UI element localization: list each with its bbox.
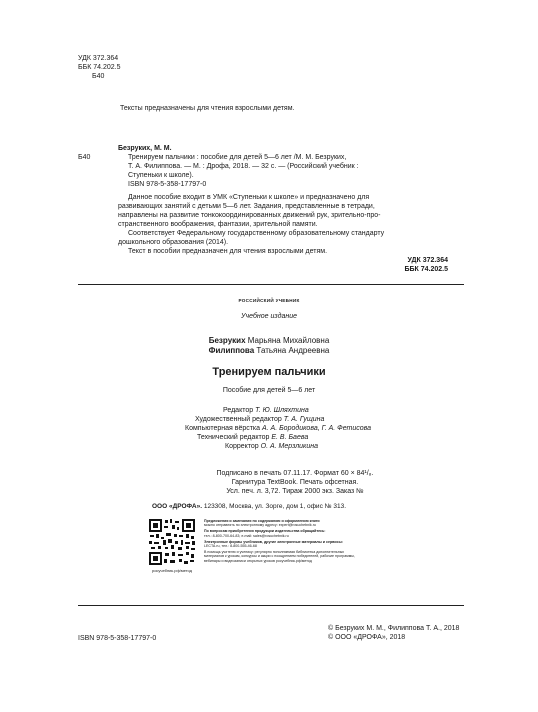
- contacts-line: материалов к урокам, конкурсы и акции с поощрением победителей, рабочие программы,: [204, 554, 355, 559]
- record-annotation: [78, 193, 448, 256]
- series-label: РОССИЙСКИЙ УЧЕБНИК: [238, 298, 300, 303]
- contacts-line: вебинары и видеозаписи открытых уроков росучебник.рф/метод: [204, 558, 312, 563]
- record-bbk: ББК 74.202.5: [404, 266, 448, 273]
- annotation-line: Данное пособие входит в УМК «Ступеньки к школе» и предназначено для: [128, 194, 370, 201]
- contacts-block: [204, 519, 454, 563]
- credit-line: [185, 433, 465, 442]
- edition-type: Учебное издание: [241, 313, 297, 320]
- author-given: Марьяна Михайловна: [245, 336, 330, 345]
- record-index-block: [370, 256, 448, 274]
- contacts-line: В помощь учителю и ученику: регулярно пополняемая библиотека дополнительных: [204, 550, 345, 555]
- catalog-block: [78, 54, 120, 81]
- credit-name: Е. В. Баева: [271, 434, 309, 441]
- author-given: Татьяна Андреевна: [254, 346, 330, 355]
- print-info-line: Гарнитура TextBook. Печать офсетная.: [231, 479, 359, 486]
- record-age-note: Текст в пособии предназначен для чтения взрослыми детям.: [128, 248, 328, 255]
- credit-name: О. А. Мерзликина: [260, 443, 318, 450]
- publisher-line: [152, 503, 452, 511]
- contacts-line: можно отправлять по электронному адресу: expert@rosuchebnik.ru: [204, 523, 316, 528]
- record-udk: УДК 372.364: [407, 257, 448, 264]
- record-title-line: Т. А. Филиппова. — М. : Дрофа, 2018. — 32 с. — (Российский учебник :: [128, 163, 359, 170]
- author-line: [0, 346, 538, 356]
- record-isbn: ISBN 978-5-358-17797-0: [128, 181, 207, 188]
- copyright-line: © Безруких М. М., Филиппова Т. А., 2018: [328, 625, 460, 632]
- copyright-block: [328, 624, 478, 642]
- contacts-line: Электронные формы учебников, другие электронные материалы и сервисы:: [204, 539, 343, 544]
- footer-isbn: ISBN 978-5-358-17797-0: [78, 635, 157, 642]
- credits-block: [185, 406, 465, 451]
- credit-line: [185, 406, 465, 415]
- record-title-line: Ступеньки к школе).: [128, 172, 194, 179]
- credit-line: [185, 442, 465, 451]
- author-surname: Безруких: [208, 336, 246, 345]
- book-subtitle: Пособие для детей 5—6 лет: [222, 387, 316, 394]
- authors-block: [0, 336, 538, 356]
- credit-name: А. А. Бородикова, Г. А. Фетисова: [262, 425, 372, 432]
- publisher-address: 123308, Москва, ул. Зорге, дом 1, офис № 313.: [202, 503, 347, 510]
- annotation-line: развивающих занятий с детьми 5—6 лет. Задания, представленные в тетради,: [118, 203, 375, 210]
- credit-role: Корректор: [225, 443, 261, 450]
- credit-name: Т. А. Гущина: [283, 416, 325, 423]
- print-info: [160, 469, 430, 496]
- contacts-line: Предложения и замечания по содержанию и оформлению книги: [204, 519, 320, 523]
- author-line: [0, 336, 538, 346]
- credit-name: Т. Ю. Шляхтина: [255, 407, 309, 414]
- standard-line: дошкольного образования (2014).: [118, 239, 229, 246]
- annotation-line: направлены на развитие тонкокоординированных движений рук, зрительно-про-: [118, 212, 381, 219]
- record-title-line: Тренируем пальчики : пособие для детей 5—6 лет /М. М. Безруких,: [128, 154, 347, 161]
- credit-line: [185, 415, 465, 424]
- age-note-top: Тексты предназначены для чтения взрослыми детям.: [120, 105, 295, 112]
- catalog-udk: УДК 372.364: [78, 55, 119, 62]
- record-author-heading: Безруких, М. М.: [118, 145, 172, 152]
- author-surname: Филиппова: [208, 346, 255, 355]
- contacts-line: LECTA.ru, тел.: 8-800-555-46-68: [204, 544, 257, 549]
- catalog-code: Б40: [92, 73, 105, 80]
- copyright-line: © ООО «ДРОФА», 2018: [328, 634, 406, 641]
- annotation-line: странственного воображения, фантазии, зрительной памяти.: [118, 221, 318, 228]
- credit-role: Редактор: [223, 407, 256, 414]
- publisher-name: ООО «ДРОФА».: [152, 503, 203, 510]
- catalog-bbk: ББК 74.202.5: [78, 64, 121, 71]
- credit-role: Технический редактор: [197, 434, 272, 441]
- record-code: Б40: [78, 154, 91, 161]
- credit-role: Компьютерная вёрстка: [185, 425, 262, 432]
- print-info-line: Подписано в печать 07.11.17. Формат 60 × 84¹/₈.: [216, 470, 374, 477]
- print-info-line: Усл. печ. л. 3,72. Тираж 2000 экз. Заказ №: [226, 488, 364, 495]
- qr-code-icon: [148, 518, 196, 566]
- book-title: Тренируем пальчики: [212, 366, 326, 378]
- divider: [78, 284, 464, 285]
- credit-line: [185, 424, 465, 433]
- standard-line: Соответствует Федеральному государственному образовательному стандарту: [128, 230, 385, 237]
- record-title-block: [78, 153, 448, 189]
- credit-role: Художественный редактор: [195, 416, 284, 423]
- divider: [78, 605, 464, 606]
- contacts-line: По вопросам приобретения продукции издательства обращайтесь:: [204, 529, 326, 534]
- qr-caption: росучебник.рф/метод: [151, 568, 193, 573]
- contacts-line: тел.: 8-800-700-64-83; e-mail: sales@rosuchebnik.ru: [204, 533, 289, 538]
- bibliographic-record: [78, 144, 448, 256]
